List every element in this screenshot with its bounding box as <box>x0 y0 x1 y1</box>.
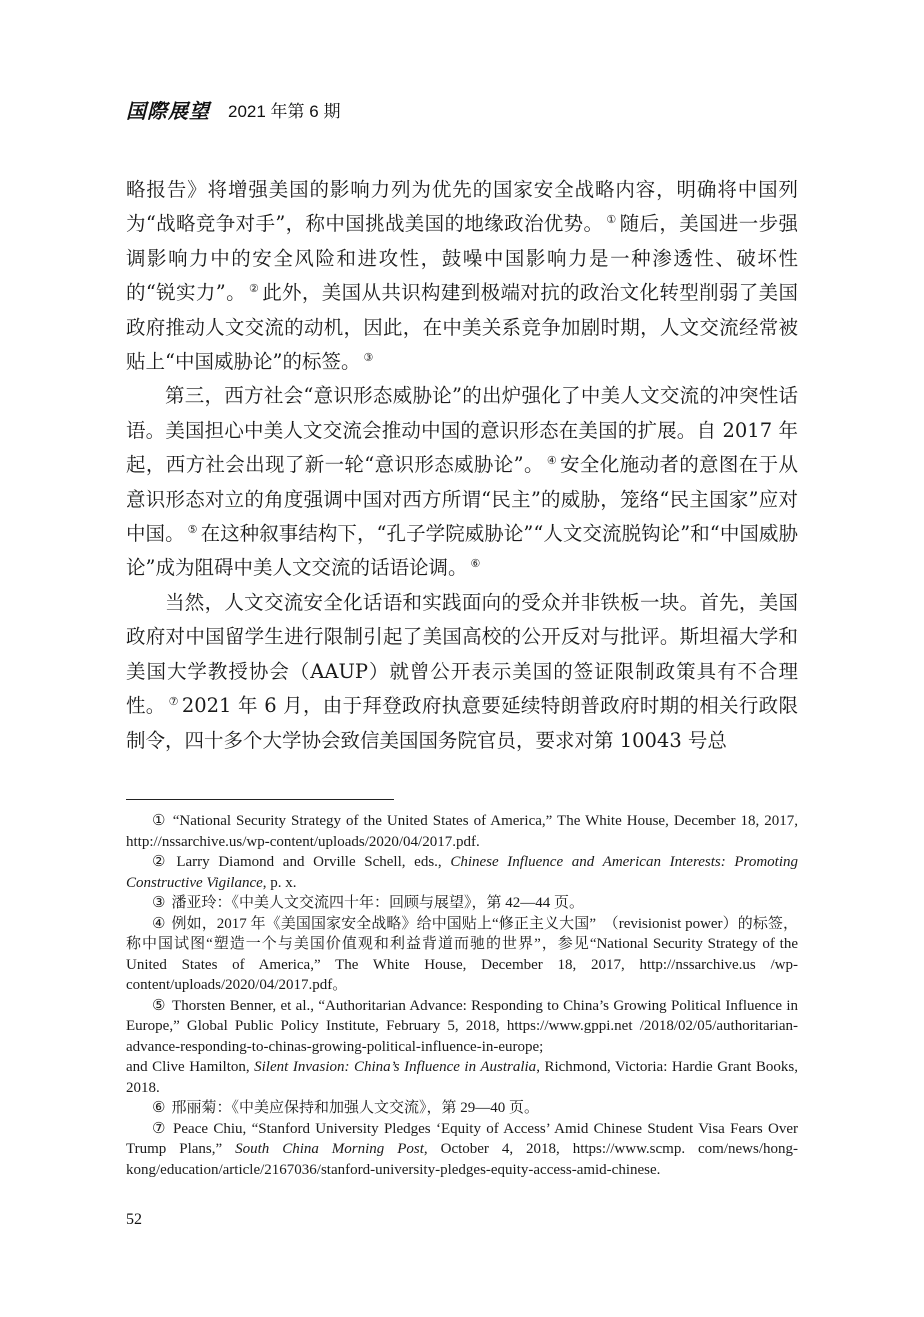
footnote-5-continuation <box>126 1057 798 1098</box>
footnote-5-book-title: Silent Invasion: China’s Influence in Australia <box>254 1059 537 1075</box>
footnote-7 <box>126 1119 798 1181</box>
paragraph-2 <box>126 379 798 585</box>
footnote-7-text-c: , October 4, 2018, https://www.scmp. com/news/hong-kong/education/article/2167036/stanford-university-pledges-equity-access-amid-chinese. <box>126 1141 799 1178</box>
issue-label: 2021 年第 6 期 <box>228 101 341 121</box>
footnote-1 <box>126 811 798 852</box>
footnote-7-text-a: Peace Chiu, “Stanford University Pledges ‘Equity of Access’ Amid Chinese Student Visa Fears Over Trump Plans,” <box>126 1120 798 1157</box>
footnote-3-number: ③ <box>152 895 166 911</box>
footnote-5-text-c: , Richmond, Victoria: Hardie Grant Books, 2018. <box>126 1059 798 1096</box>
footnote-7-number: ⑦ <box>152 1120 168 1137</box>
footnote-ref-4[interactable]: ④ <box>546 453 558 467</box>
running-header <box>126 94 340 124</box>
footnote-6-number: ⑥ <box>152 1100 166 1116</box>
paragraph-3-text-a: 当然，人文交流安全化话语和实践面向的受众并非铁板一块。首先，美国政府对中国留学生进行限制引起了美国高校的公开反对与批评。斯坦福大学和美国大学教授协会（AAUP）就曾公开表示美国的签证限制政策具有不合理性。 <box>126 590 798 718</box>
paragraph-2-text-b: 安全化施动者的意图在于从意识形态对立的角度强调中国对西方所谓“民主”的威胁，笼络“民主国家”应对中国。 <box>126 453 798 546</box>
footnote-ref-3[interactable]: ③ <box>363 350 374 364</box>
main-body <box>126 173 798 758</box>
footnote-ref-6[interactable]: ⑥ <box>470 556 481 570</box>
footnote-6-text: 邢丽菊：《中美应保持和加强人文交流》，第 29—40 页。 <box>171 1100 539 1116</box>
footnote-2-text-a: Larry Diamond and Orville Schell, eds., <box>176 854 451 870</box>
paragraph-1-text-c: 此外，美国从共识构建到极端对抗的政治文化转型削弱了美国政府推动人文交流的动机，因此，在中美关系竞争加剧时期，人文交流经常被贴上“中国威胁论”的标签。 <box>126 281 798 374</box>
footnote-3 <box>126 893 798 914</box>
footnote-7-newspaper: South China Morning Post <box>235 1141 424 1157</box>
footnote-6 <box>126 1098 798 1119</box>
footnote-4-text: 例如，2017 年《美国国家安全战略》给中国贴上“修正主义大国” （revisionist power）的标签，称中国试图“塑造一个与美国价值观和利益背道而驰的世界”，参见“National Security Strategy of the United States of America,” The White House, December 18, 2017, http://nssarchive.us /wp-content/uploads/2020/04/2017.pdf。 <box>126 915 798 993</box>
footnote-ref-2[interactable]: ② <box>248 281 260 295</box>
footnote-5-text-b: and Clive Hamilton, <box>126 1059 255 1075</box>
footnote-2-book-title: Chinese Influence and American Interests: Promoting Constructive Vigilance <box>126 854 798 891</box>
paragraph-1-text-b: 随后，美国进一步强调影响力中的安全风险和进攻性，鼓噪中国影响力是一种渗透性、破坏性的“锐实力”。 <box>126 212 798 305</box>
paragraph-1 <box>126 173 798 379</box>
paragraph-3-text-b: 2021 年 6 月，由于拜登政府执意要延续特朗普政府时期的相关行政限制令，四十多个大学协会致信美国国务院官员，要求对第 10043 号总 <box>126 694 798 752</box>
footnote-5-text: Thorsten Benner, et al., “Authoritarian Advance: Responding to China’s Growing Political Influence in Europe,” Global Public Policy Institute, February 5, 2018, https://www.gppi.net /2018/02/05/authoritarian-advance-responding-to-chinas-growing-political-influence-in-europe; <box>126 997 798 1055</box>
footnote-1-text: “National Security Strategy of the United States of America,” The White House, December 18, 2017, http://nssarchive.us/wp-content/uploads/2020/04/2017.pdf. <box>126 813 798 850</box>
footnote-4 <box>126 914 798 996</box>
footnote-2-text-c: , p. x. <box>262 874 297 891</box>
footnote-1-number: ① <box>152 813 167 829</box>
footnotes-section <box>126 811 798 1180</box>
footnote-ref-7[interactable]: ⑦ <box>168 694 179 708</box>
footnote-ref-5[interactable]: ⑤ <box>187 522 198 536</box>
paragraph-1-text-a: 略报告》将增强美国的影响力列为优先的国家安全战略内容，明确将中国列为“战略竞争对手”，称中国挑战美国的地缘政治优势。 <box>126 178 798 236</box>
footnote-3-text: 潘亚玲：《中美人文交流四十年：回顾与展望》，第 42—44 页。 <box>171 895 584 911</box>
paragraph-2-text-c: 在这种叙事结构下，“孔子学院威胁论”“人文交流脱钩论”和“中国威胁论”成为阻碍中美人文交流的话语论调。 <box>126 522 798 580</box>
footnote-5 <box>126 996 798 1058</box>
footnote-4-number: ④ <box>152 915 166 932</box>
journal-logo: 国際展望 <box>126 98 210 123</box>
footnote-ref-1[interactable]: ① <box>606 212 617 226</box>
paragraph-3 <box>126 586 798 758</box>
footnote-5-number: ⑤ <box>152 997 167 1014</box>
page-number: 52 <box>126 1211 142 1228</box>
footnote-2 <box>126 852 798 893</box>
footnote-divider <box>126 799 394 800</box>
paragraph-2-text-a: 第三，西方社会“意识形态威胁论”的出炉强化了中美人文交流的冲突性话语。美国担心中美人文交流会推动中国的意识形态在美国的扩展。自 2017 年起，西方社会出现了新一轮“意识形态威胁论”。 <box>126 384 798 477</box>
footnote-2-number: ② <box>152 854 171 870</box>
